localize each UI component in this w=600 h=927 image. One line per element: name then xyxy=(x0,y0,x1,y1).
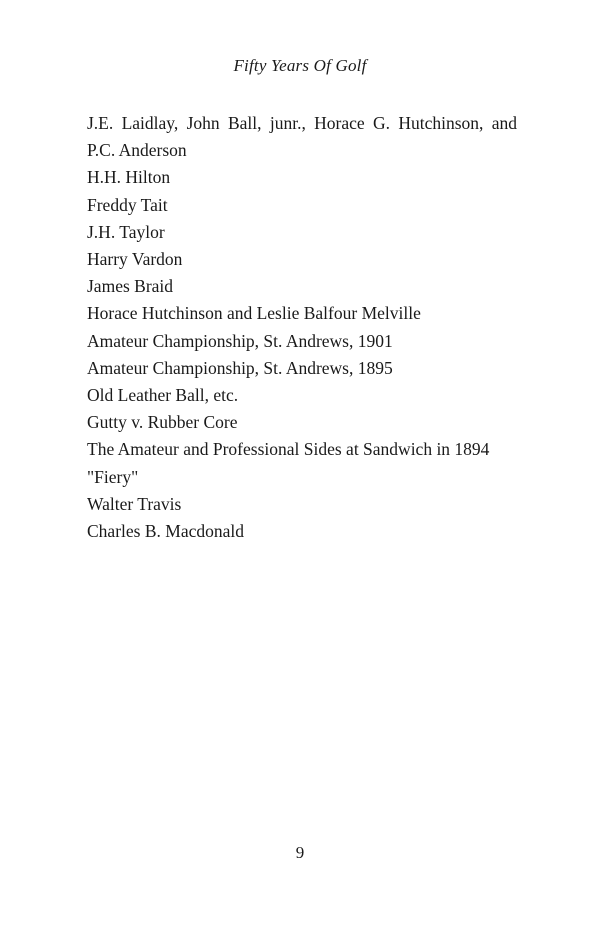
list-item: Amateur Championship, St. Andrews, 1895 xyxy=(87,357,393,378)
list-item: Freddy Tait xyxy=(87,194,168,215)
list-item: Amateur Championship, St. Andrews, 1901 xyxy=(87,330,393,351)
list-item: Gutty v. Rubber Core xyxy=(87,412,238,433)
list-item: Charles B. Macdonald xyxy=(87,521,244,542)
list-item: J.H. Taylor xyxy=(87,221,165,242)
list-item: James Braid xyxy=(87,276,174,297)
list-item: H.H. Hilton xyxy=(87,167,171,188)
page-number: 9 xyxy=(295,843,305,862)
list-item: Walter Travis xyxy=(87,493,182,514)
list-item: Old Leather Ball, etc. xyxy=(87,385,239,406)
list-item: "Fiery" xyxy=(87,466,139,487)
list-item: The Amateur and Professional Sides at Sandwich in 1894 xyxy=(87,439,490,460)
running-header-title: Fifty Years Of Golf xyxy=(233,56,367,75)
illustration-list xyxy=(87,110,517,545)
list-item: J.E. Laidlay, John Ball, junr., Horace G. Hutchinson, and P.C. Anderson xyxy=(87,113,517,161)
list-item: Harry Vardon xyxy=(87,249,183,270)
list-item: Horace Hutchinson and Leslie Balfour Melville xyxy=(87,303,421,324)
